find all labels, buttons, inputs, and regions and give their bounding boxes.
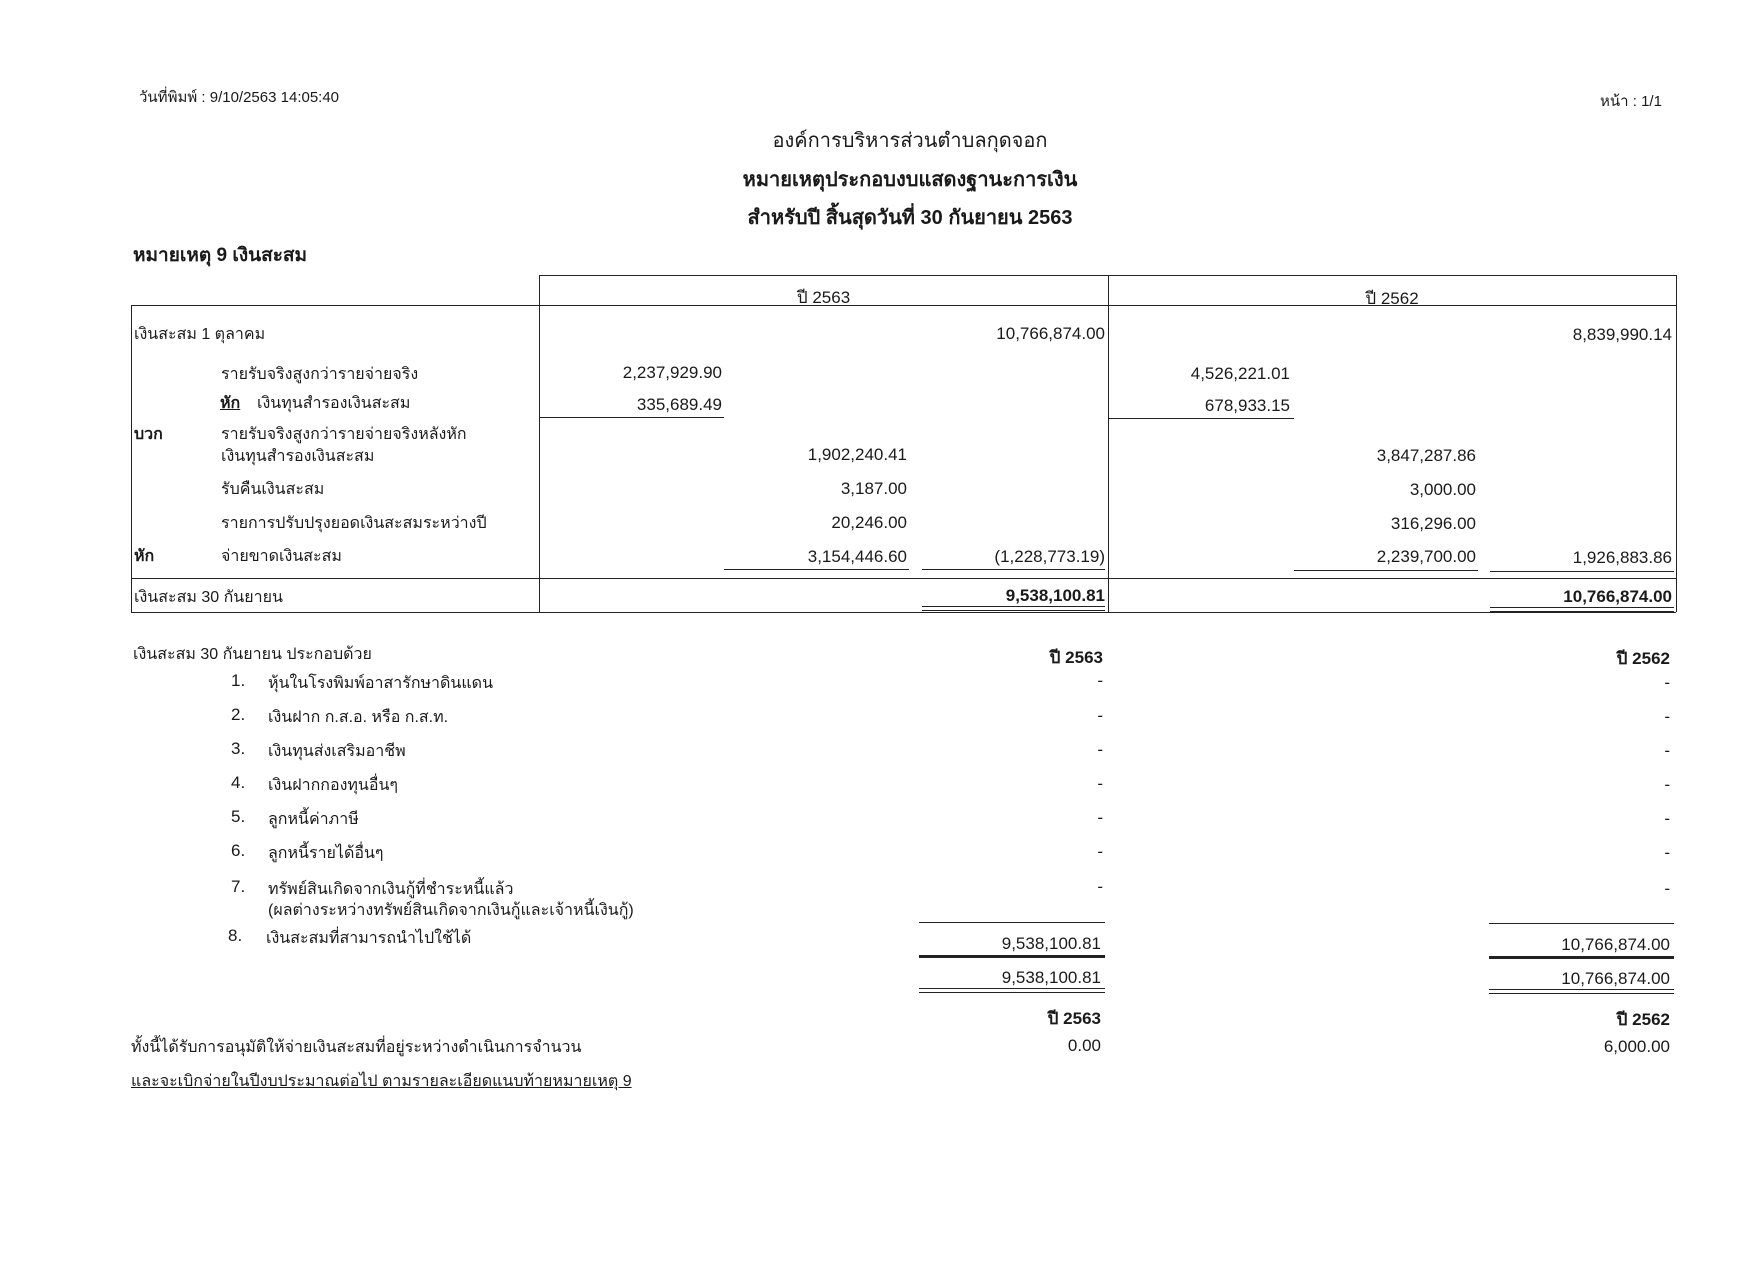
adjust-2562: 316,296.00 (1390, 514, 1476, 533)
approval-col-2562: ปี 2562 (1616, 1010, 1670, 1029)
list-item-value-2563: - (1097, 671, 1103, 690)
payout-underline-2563 (724, 569, 909, 570)
payout-total-underline-2563 (922, 569, 1105, 570)
reserve-2562: 678,933.15 (1204, 396, 1290, 415)
reserve-underline-2563 (539, 417, 724, 418)
list-item-value-2563: - (1097, 706, 1103, 725)
col-header-2563: ปี 2563 (796, 288, 851, 307)
list-item-number: 3. (231, 739, 246, 758)
report-title: หมายเหตุประกอบงบแสดงฐานะการเงิน (742, 169, 1078, 191)
list-item-label: เงินสะสมที่สามารถนำไปใช้ได้ (266, 930, 472, 947)
list-item-number: 8. (228, 926, 243, 945)
reserve-label: เงินทุนสำรองเงินสะสม (257, 395, 411, 412)
print-date: วันที่พิมพ์ : 9/10/2563 14:05:40 (139, 89, 340, 106)
payout-total-2562: 1,926,883.86 (1572, 548, 1672, 567)
add-tag: บวก (134, 426, 163, 443)
list-item-value-2562: - (1664, 673, 1670, 692)
composition-col-2562: ปี 2562 (1616, 649, 1670, 668)
net-2562: 3,847,287.86 (1376, 446, 1476, 465)
list-item-label: ลูกหนี้รายได้อื่นๆ (268, 845, 384, 862)
closing-double-underline-2563 (922, 606, 1105, 611)
payout-2562: 2,239,700.00 (1376, 547, 1476, 566)
list-item-value-2563: - (1097, 842, 1103, 861)
approval-value-2563: 0.00 (1067, 1036, 1101, 1055)
refund-label: รับคืนเงินสะสม (221, 481, 325, 498)
closing-2563: 9,538,100.81 (1005, 586, 1105, 605)
adjust-label: รายการปรับปรุงยอดเงินสะสมระหว่างปี (221, 515, 487, 532)
col-divider-1 (539, 275, 540, 612)
payout-total-underline-2562 (1490, 571, 1674, 572)
adjust-2563: 20,246.00 (831, 513, 907, 532)
payout-2563: 3,154,446.60 (807, 547, 907, 566)
list-item-label: เงินทุนส่งเสริมอาชีพ (268, 743, 406, 760)
refund-2563: 3,187.00 (840, 479, 907, 498)
opening-2563: 10,766,874.00 (996, 324, 1105, 343)
closing-double-underline-2562 (1490, 607, 1674, 612)
list-item-value-2562: - (1664, 741, 1670, 760)
less-tag-payout: หัก (134, 548, 155, 565)
list-item-label: เงินฝากกองทุนอื่นๆ (268, 777, 398, 794)
list-item-label: หุ้นในโรงพิมพ์อาสารักษาดินแดน (268, 675, 493, 692)
reserve-2563: 335,689.49 (636, 395, 722, 414)
composition-total-2563: 9,538,100.81 (1001, 968, 1101, 987)
table-right-border (1676, 275, 1677, 612)
net-2563: 1,902,240.41 (807, 445, 907, 464)
org-title: องค์การบริหารส่วนตำบลกุดจอก (772, 130, 1048, 152)
approval-col-2563: ปี 2563 (1047, 1009, 1101, 1028)
available-underline-2563 (919, 955, 1105, 958)
net-label-line1: รายรับจริงสูงกว่ารายจ่ายจริงหลังหัก (221, 426, 467, 443)
page-number: หน้า : 1/1 (1600, 93, 1662, 110)
income-2562: 4,526,221.01 (1190, 364, 1290, 383)
composition-total-double-underline-2563 (919, 988, 1105, 993)
list-item-number: 4. (231, 773, 246, 792)
approval-text-line1: ทั้งนี้ได้รับการอนุมัติให้จ่ายเงินสะสมที่อยู่ระหว่างดำเนินการจำนวน (131, 1039, 582, 1056)
refund-2562: 3,000.00 (1409, 480, 1476, 499)
list-item-value-2563: - (1097, 740, 1103, 759)
available-overline-2562 (1489, 923, 1674, 924)
composition-total-2562: 10,766,874.00 (1561, 969, 1670, 988)
closing-2562: 10,766,874.00 (1563, 587, 1672, 606)
composition-total-double-underline-2562 (1489, 989, 1674, 994)
list-item-label: ทรัพย์สินเกิดจากเงินกู้ที่ชำระหนี้แล้ว (268, 881, 514, 898)
net-label-line2: เงินทุนสำรองเงินสะสม (221, 448, 375, 465)
payout-label: จ่ายขาดเงินสะสม (221, 548, 342, 565)
list-item-value-2562: - (1664, 879, 1670, 898)
note-heading: หมายเหตุ 9 เงินสะสม (133, 245, 308, 266)
list-item-value-2562: - (1664, 843, 1670, 862)
col-header-2562: ปี 2562 (1365, 289, 1419, 308)
available-overline-2563 (919, 922, 1105, 923)
table-left-border (131, 305, 132, 612)
report-period: สำหรับปี สิ้นสุดวันที่ 30 กันยายน 2563 (747, 207, 1073, 229)
table-bottom-border (131, 612, 1676, 613)
composition-col-2563: ปี 2563 (1049, 648, 1103, 667)
list-item-sublabel: (ผลต่างระหว่างทรัพย์สินเกิดจากเงินกู้และเจ้าหนี้เงินกู้) (268, 902, 634, 919)
list-item-number: 7. (231, 877, 246, 896)
list-item-value-2563: - (1097, 808, 1103, 827)
payout-underline-2562 (1294, 570, 1478, 571)
list-item-value-2563: 9,538,100.81 (1001, 934, 1101, 953)
list-item-label: ลูกหนี้ค่าภาษี (268, 811, 359, 828)
list-item-value-2562: 10,766,874.00 (1561, 935, 1670, 954)
list-item-value-2562: - (1664, 775, 1670, 794)
list-item-value-2563: - (1097, 877, 1103, 896)
payout-total-2563: (1,228,773.19) (994, 547, 1105, 566)
closing-row-border (131, 578, 1676, 579)
income-label: รายรับจริงสูงกว่ารายจ่ายจริง (221, 366, 419, 383)
composition-heading: เงินสะสม 30 กันยายน ประกอบด้วย (133, 646, 372, 663)
approval-text-line2: และจะเบิกจ่ายในปีงบประมาณต่อไป ตามรายละเอียดแนบท้ายหมายเหตุ 9 (131, 1073, 632, 1090)
list-item-number: 6. (231, 841, 246, 860)
list-item-number: 2. (231, 705, 246, 724)
approval-value-2562: 6,000.00 (1603, 1037, 1670, 1056)
closing-label: เงินสะสม 30 กันยายน (134, 589, 283, 606)
list-item-value-2562: - (1664, 809, 1670, 828)
list-item-label: เงินฝาก ก.ส.อ. หรือ ก.ส.ท. (268, 709, 449, 726)
available-underline-2562 (1489, 956, 1674, 959)
list-item-number: 1. (231, 671, 246, 690)
list-item-value-2562: - (1664, 707, 1670, 726)
opening-label: เงินสะสม 1 ตุลาคม (134, 326, 266, 343)
income-2563: 2,237,929.90 (622, 363, 722, 382)
less-tag-reserve: หัก (220, 395, 241, 412)
reserve-underline-2562 (1108, 418, 1294, 419)
col-divider-2 (1108, 275, 1109, 612)
list-item-value-2563: - (1097, 774, 1103, 793)
list-item-number: 5. (231, 807, 246, 826)
opening-2562: 8,839,990.14 (1572, 325, 1672, 344)
